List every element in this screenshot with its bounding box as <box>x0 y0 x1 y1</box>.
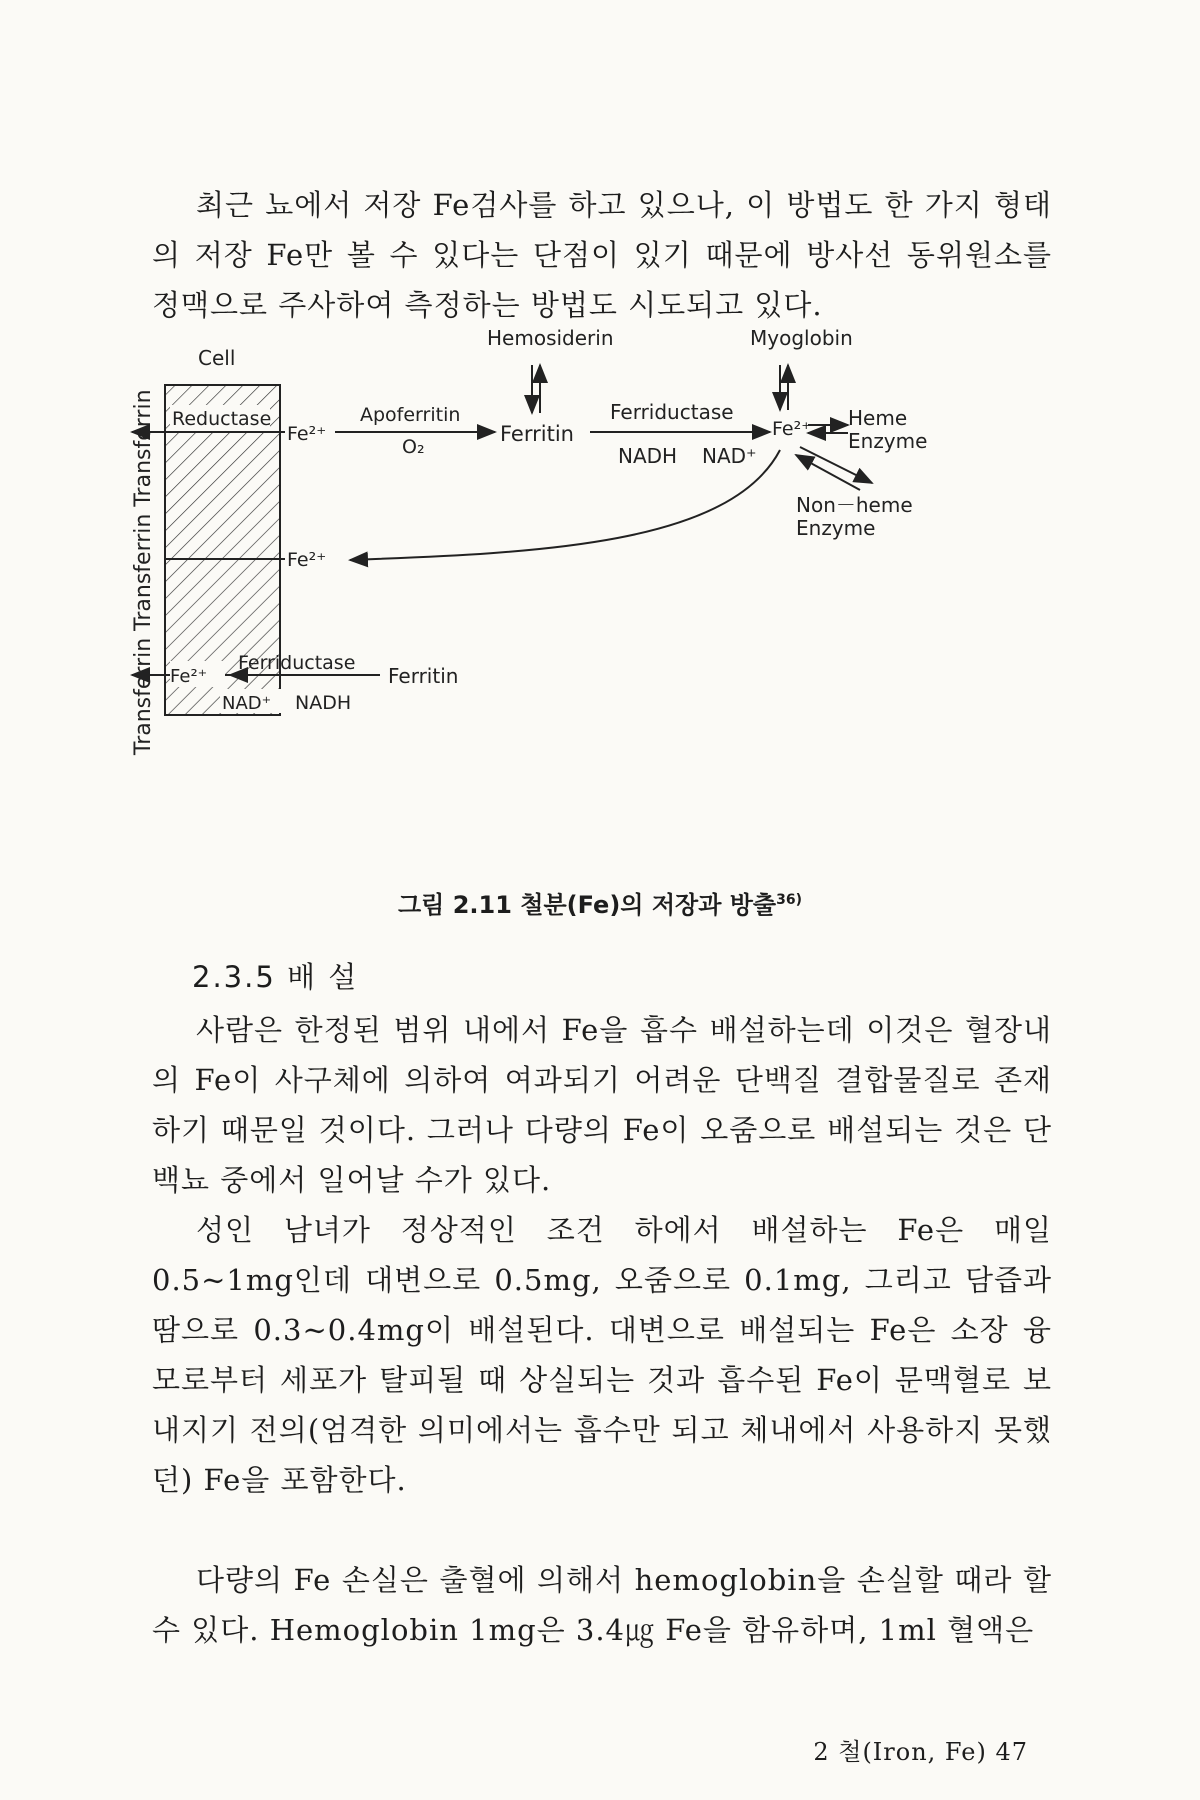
caption-ref: 36) <box>776 892 802 908</box>
nadh-label: NADH <box>618 444 678 468</box>
fe2-right: Fe²⁺ <box>772 418 812 440</box>
ferritin-lower: Ferritin <box>388 664 459 688</box>
transferrin-side-label: Transferrin Transferrin Transferrin <box>131 389 156 755</box>
fe2-middle: Fe²⁺ <box>287 549 327 571</box>
ferritin-center: Ferritin <box>500 422 574 446</box>
enzyme-label-2: Enzyme <box>796 516 876 540</box>
figure-caption <box>0 885 1200 920</box>
ferriductase-label: Ferriductase <box>610 400 734 424</box>
iron-storage-figure <box>120 326 1070 875</box>
cell-label: Cell <box>198 346 236 370</box>
paragraph-3: 다량의 Fe 손실은 출혈에 의해서 hemoglobin을 손실할 때라 할 수 있다. Hemoglobin 1mg은 3.4㎍ Fe을 함유하며, 1ml 혈액은 <box>152 1563 1052 1647</box>
caption-text: 그림 2.11 철분(Fe)의 저장과 방출 <box>397 891 777 919</box>
intro-paragraph: 최근 뇨에서 저장 Fe검사를 하고 있으나, 이 방법도 한 가지 형태의 저장 Fe만 볼 수 있다는 단점이 있기 때문에 방사선 동위원소를 정맥으로 주사하여 측정하는 방법도 시도되고 있다. <box>152 188 1052 322</box>
fe2-top: Fe²⁺ <box>287 423 327 445</box>
non-heme-label: Non－heme <box>796 493 913 517</box>
reductase-label: Reductase <box>172 408 272 430</box>
heme-label: Heme <box>848 406 908 430</box>
fe2-bottom: Fe²⁺ <box>170 666 208 687</box>
paragraph-2: 성인 남녀가 정상적인 조건 하에서 배설하는 Fe은 매일 0.5∼1mg인데 대변으로 0.5mg, 오줌으로 0.1mg, 그리고 담즙과 땀으로 0.3∼0.4mg이 배설된다. 대변으로 배설되는 Fe은 소장 융모로부터 세포가 탈피될 때 상실되는 것과 흡수된 Fe이 문맥혈로 보내지기 전의(엄격한 의미에서는 흡수만 되고 체내에서 사용하지 못했던) Fe을 포함한다. <box>152 1213 1052 1497</box>
nad-plus-label: NAD⁺ <box>702 444 757 468</box>
page-footer: 2 철(Iron, Fe) 47 <box>813 1738 1028 1766</box>
enzyme-label-1: Enzyme <box>848 429 928 453</box>
ferriductase-lower-label: Ferriductase <box>238 652 356 674</box>
myoglobin-label: Myoglobin <box>750 326 853 350</box>
apoferritin-label: Apoferritin <box>360 404 461 426</box>
o2-label: O₂ <box>402 436 425 458</box>
nadh-lower: NADH <box>295 692 352 714</box>
hemosiderin-label: Hemosiderin <box>487 326 614 350</box>
paragraph-1: 사람은 한정된 범위 내에서 Fe을 흡수 배설하는데 이것은 혈장내의 Fe이 사구체에 의하여 여과되기 어려운 단백질 결합물질로 존재하기 때문일 것이다. 그러나 다량의 Fe이 오줌으로 배설되는 것은 단백뇨 중에서 일어날 수가 있다. <box>152 1013 1052 1197</box>
section-heading: 2.3.5 배 설 <box>192 960 359 994</box>
nad-plus-lower: NAD⁺ <box>222 693 272 714</box>
